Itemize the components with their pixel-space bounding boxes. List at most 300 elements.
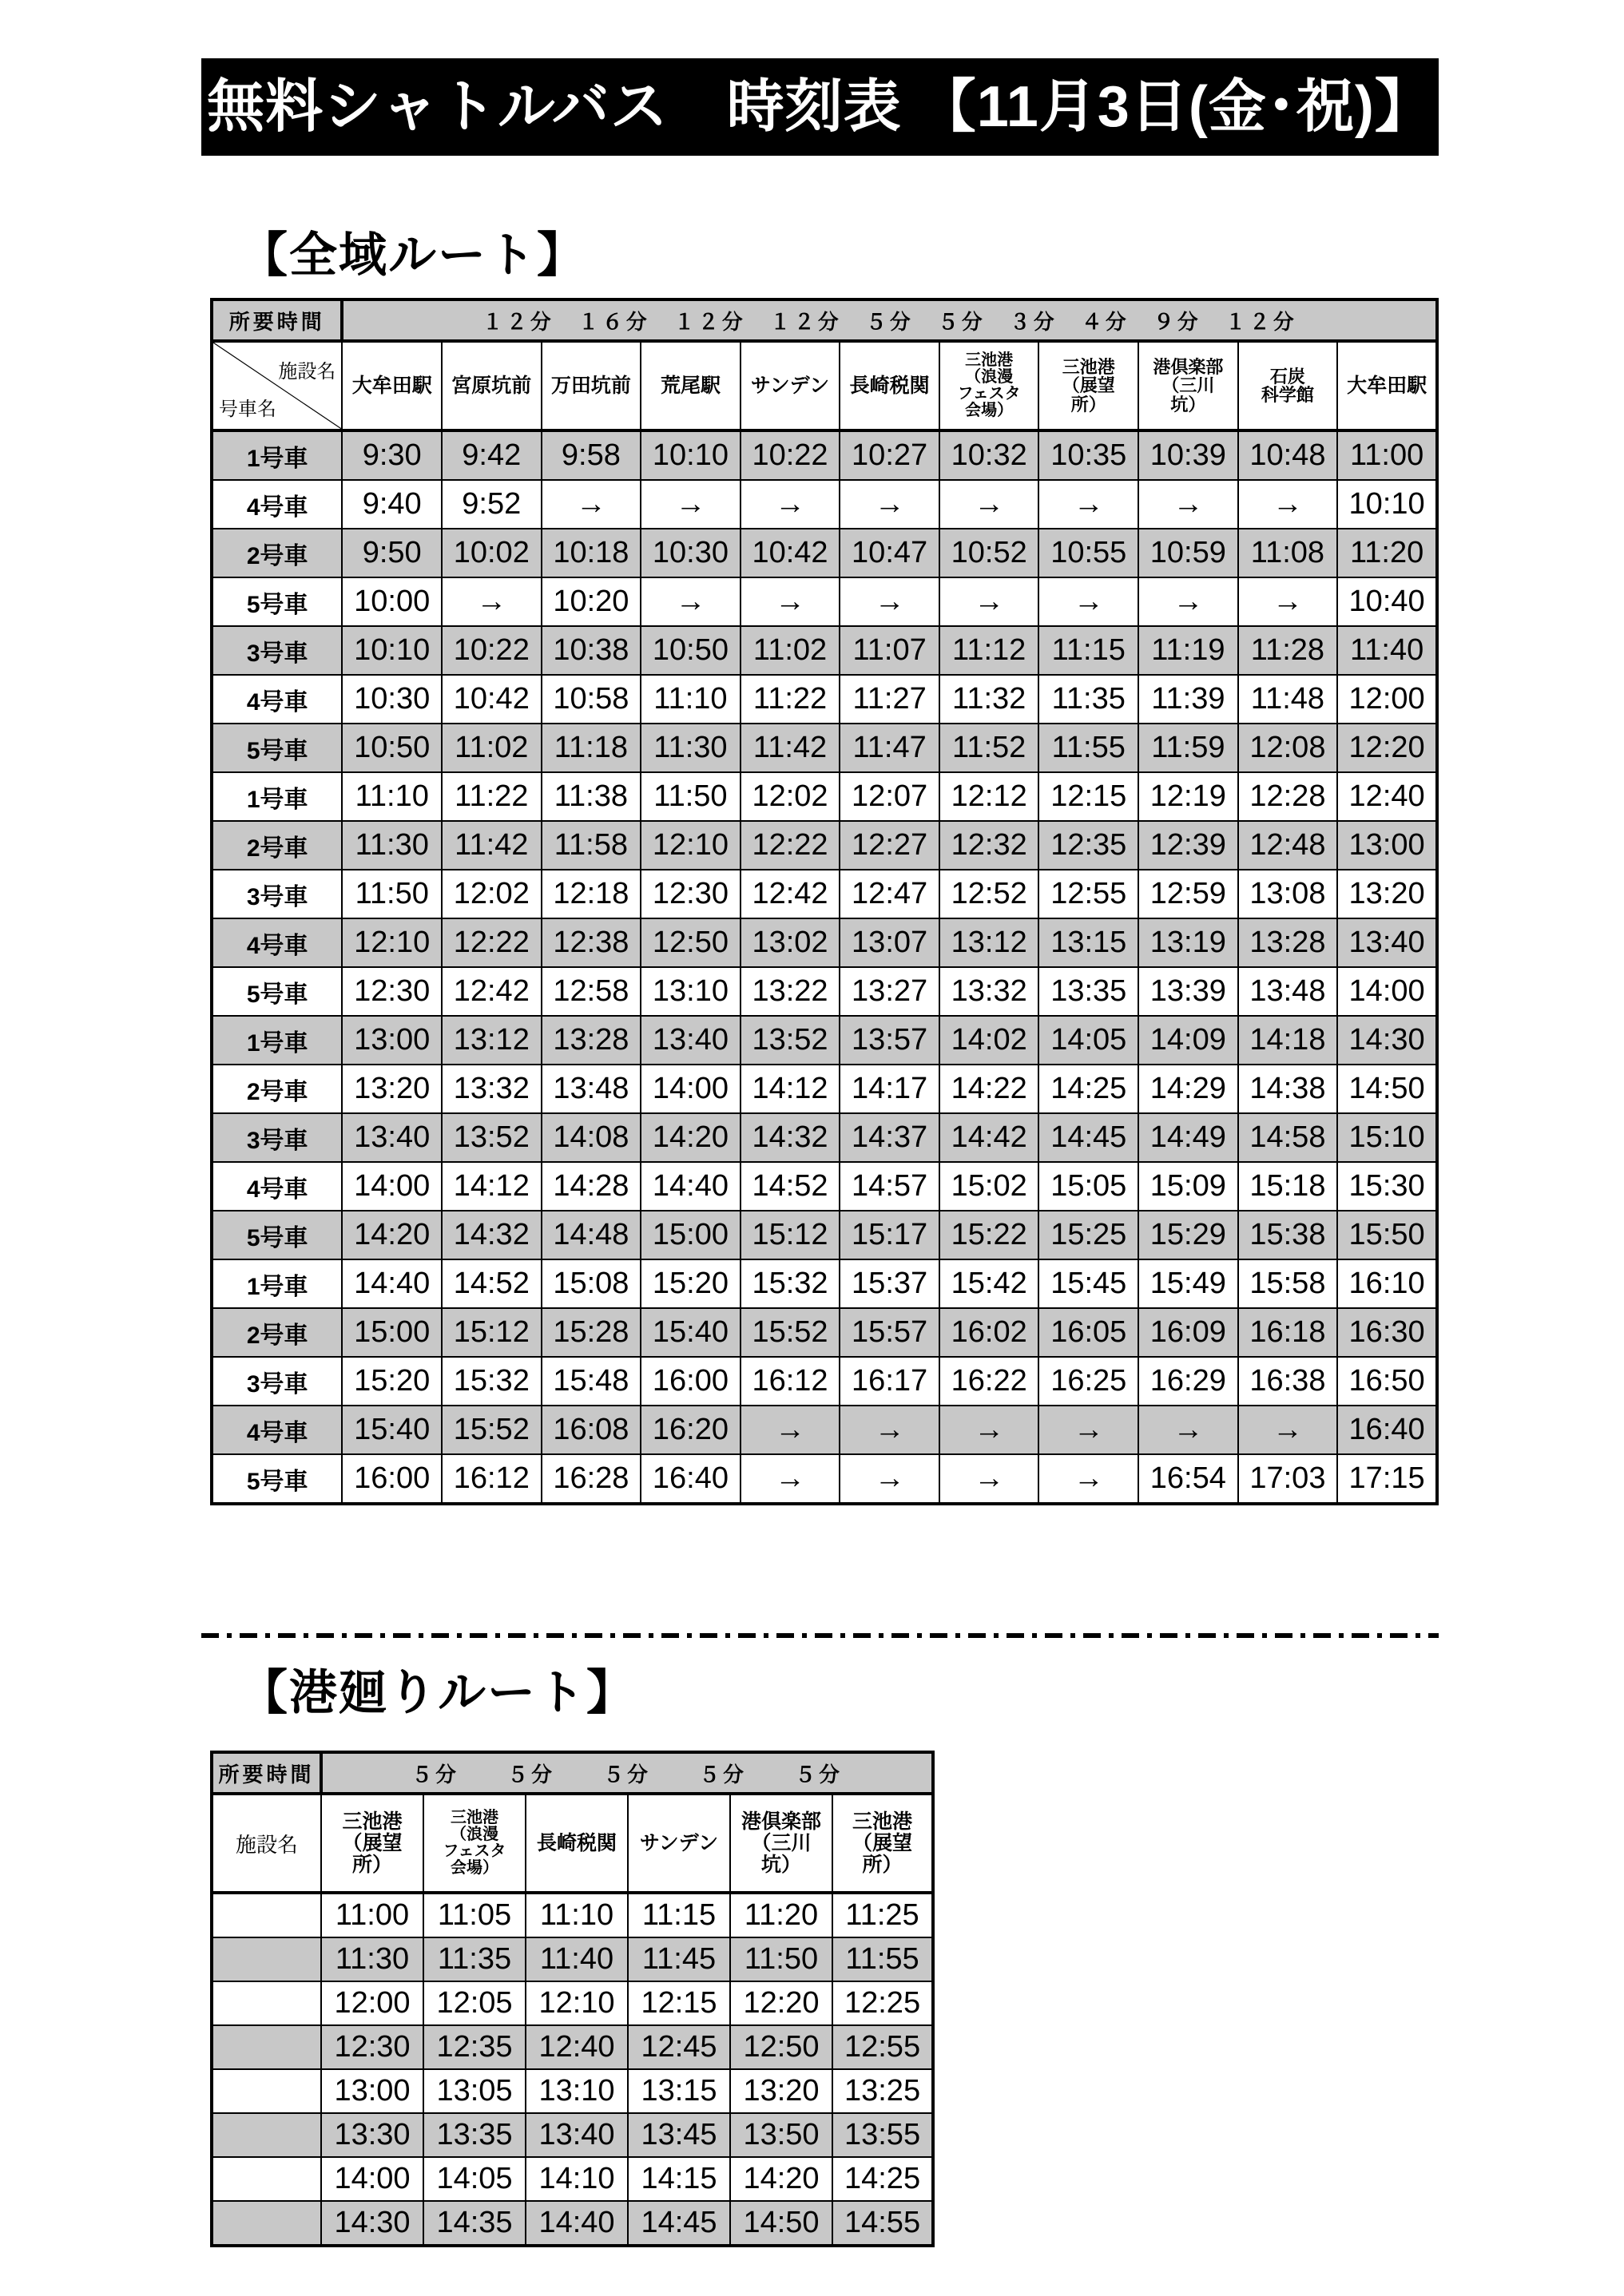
duration-values: １２分 １６分 １２分 １２分 ５分 ５分 ３分 ４分 ９分 １２分 <box>482 309 1297 334</box>
departure-time-cell: 12:00 <box>321 1981 423 2025</box>
departure-time-cell: 17:15 <box>1337 1454 1437 1504</box>
departure-time-cell: 13:35 <box>1038 967 1138 1016</box>
departure-time-cell: 11:52 <box>939 724 1039 772</box>
departure-time-cell: 16:17 <box>840 1357 939 1406</box>
bus-number-cell: 2号車 <box>212 1065 342 1113</box>
bus-number-cell: 4号車 <box>212 480 342 529</box>
departure-time-cell: 14:25 <box>1038 1065 1138 1113</box>
departure-time-cell: 15:02 <box>939 1162 1039 1211</box>
departure-time-cell: 13:05 <box>423 2069 526 2113</box>
departure-time-cell: 14:45 <box>628 2201 730 2246</box>
departure-time-cell: 16:08 <box>542 1406 641 1454</box>
timetable-minato-body <box>212 1893 933 2246</box>
departure-time-cell: 11:07 <box>840 626 939 675</box>
departure-time-cell: 14:22 <box>939 1065 1039 1113</box>
bus-number-cell: 1号車 <box>212 772 342 821</box>
departure-time-cell: 15:52 <box>442 1406 542 1454</box>
departure-time-cell: 12:50 <box>730 2025 832 2069</box>
departure-time-cell: 10:42 <box>741 529 840 577</box>
departure-time-cell: 11:00 <box>321 1893 423 1937</box>
departure-time-cell: 9:30 <box>342 430 442 480</box>
departure-time-cell: 10:48 <box>1238 430 1338 480</box>
departure-time-cell: 15:09 <box>1138 1162 1238 1211</box>
departure-time-cell: 14:20 <box>342 1211 442 1259</box>
bus-number-cell: 3号車 <box>212 626 342 675</box>
duration-values: ５分 ５分 ５分 ５分 ５分 <box>411 1762 844 1786</box>
table-row <box>212 675 1437 724</box>
departure-time-cell: 14:20 <box>730 2157 832 2201</box>
departure-time-cell: 13:30 <box>321 2113 423 2157</box>
departure-time-cell: 11:30 <box>342 821 442 870</box>
table-row <box>212 1357 1437 1406</box>
skip-arrow-icon: → <box>840 577 939 626</box>
skip-arrow-icon: → <box>1238 577 1338 626</box>
departure-time-cell: 11:02 <box>442 724 542 772</box>
departure-time-cell: 14:35 <box>423 2201 526 2246</box>
station-header: 石炭 科学館 <box>1238 341 1338 430</box>
departure-time-cell: 13:08 <box>1238 870 1338 918</box>
page-title: 無料シャトルバス 時刻表 【11月3日(金･祝)】 <box>207 75 1433 139</box>
duration-values-cell <box>321 1752 933 1794</box>
departure-time-cell: 11:32 <box>939 675 1039 724</box>
departure-time-cell: 10:42 <box>442 675 542 724</box>
station-header-row <box>212 341 1437 430</box>
departure-time-cell: 11:15 <box>628 1893 730 1937</box>
departure-time-cell: 14:15 <box>628 2157 730 2201</box>
departure-time-cell: 11:30 <box>321 1937 423 1981</box>
departure-time-cell: 13:07 <box>840 918 939 967</box>
departure-time-cell: 12:55 <box>832 2025 933 2069</box>
departure-time-cell: 12:18 <box>542 870 641 918</box>
departure-time-cell: 11:28 <box>1238 626 1338 675</box>
departure-time-cell: 13:15 <box>628 2069 730 2113</box>
departure-time-cell: 11:42 <box>741 724 840 772</box>
departure-time-cell: 12:39 <box>1138 821 1238 870</box>
departure-time-cell: 12:10 <box>342 918 442 967</box>
departure-time-cell: 14:40 <box>526 2201 628 2246</box>
departure-time-cell: 13:19 <box>1138 918 1238 967</box>
departure-time-cell: 15:10 <box>1337 1113 1437 1162</box>
departure-time-cell: 12:22 <box>741 821 840 870</box>
departure-time-cell: 13:35 <box>423 2113 526 2157</box>
station-header: 三池港 （展望 所） <box>321 1794 423 1893</box>
bus-number-cell: 5号車 <box>212 967 342 1016</box>
departure-time-cell: 16:09 <box>1138 1308 1238 1357</box>
departure-time-cell: 13:02 <box>741 918 840 967</box>
departure-time-cell: 14:09 <box>1138 1016 1238 1065</box>
departure-time-cell: 11:40 <box>1337 626 1437 675</box>
section-divider <box>201 1633 1439 1638</box>
departure-time-cell: 11:18 <box>542 724 641 772</box>
departure-time-cell: 12:40 <box>1337 772 1437 821</box>
departure-time-cell: 13:00 <box>321 2069 423 2113</box>
departure-time-cell: 14:30 <box>1337 1016 1437 1065</box>
departure-time-cell: 14:08 <box>542 1113 641 1162</box>
departure-time-cell: 15:57 <box>840 1308 939 1357</box>
table-row <box>212 1406 1437 1454</box>
corner-label-facility: 施設名 <box>278 361 336 383</box>
skip-arrow-icon: → <box>1138 1406 1238 1454</box>
table-row <box>212 1308 1437 1357</box>
timetable-minato-head <box>212 1752 933 1893</box>
departure-time-cell: 16:00 <box>641 1357 741 1406</box>
departure-time-cell: 14:52 <box>741 1162 840 1211</box>
departure-time-cell: 13:27 <box>840 967 939 1016</box>
departure-time-cell: 10:50 <box>641 626 741 675</box>
skip-arrow-icon: → <box>939 1454 1039 1504</box>
departure-time-cell: 10:55 <box>1038 529 1138 577</box>
table-row <box>212 772 1437 821</box>
bus-number-cell: 5号車 <box>212 724 342 772</box>
departure-time-cell: 15:20 <box>342 1357 442 1406</box>
departure-time-cell: 15:37 <box>840 1259 939 1308</box>
departure-time-cell: 14:58 <box>1238 1113 1338 1162</box>
skip-arrow-icon: → <box>840 1406 939 1454</box>
skip-arrow-icon: → <box>542 480 641 529</box>
bus-number-cell: 4号車 <box>212 918 342 967</box>
departure-time-cell: 11:08 <box>1238 529 1338 577</box>
table-row <box>212 1893 933 1937</box>
bus-number-cell: 4号車 <box>212 1406 342 1454</box>
table-row <box>212 967 1437 1016</box>
departure-time-cell: 13:40 <box>526 2113 628 2157</box>
departure-time-cell: 14:52 <box>442 1259 542 1308</box>
table-row <box>212 918 1437 967</box>
departure-time-cell: 14:40 <box>641 1162 741 1211</box>
departure-time-cell: 14:37 <box>840 1113 939 1162</box>
departure-time-cell: 13:10 <box>526 2069 628 2113</box>
departure-time-cell: 13:20 <box>730 2069 832 2113</box>
bus-number-cell: 2号車 <box>212 529 342 577</box>
table-row <box>212 1113 1437 1162</box>
departure-time-cell: 12:42 <box>442 967 542 1016</box>
departure-time-cell: 12:30 <box>641 870 741 918</box>
departure-time-cell: 12:30 <box>321 2025 423 2069</box>
departure-time-cell: 14:30 <box>321 2201 423 2246</box>
departure-time-cell: 13:40 <box>1337 918 1437 967</box>
departure-time-cell: 11:40 <box>526 1937 628 1981</box>
departure-time-cell: 14:25 <box>832 2157 933 2201</box>
departure-time-cell: 12:15 <box>628 1981 730 2025</box>
departure-time-cell: 15:08 <box>542 1259 641 1308</box>
departure-time-cell: 14:20 <box>641 1113 741 1162</box>
departure-time-cell: 10:38 <box>542 626 641 675</box>
corner-label-bus: 号車名 <box>219 399 276 420</box>
departure-time-cell: 11:42 <box>442 821 542 870</box>
departure-time-cell: 10:32 <box>939 430 1039 480</box>
bus-number-cell: 3号車 <box>212 1357 342 1406</box>
skip-arrow-icon: → <box>1038 480 1138 529</box>
skip-arrow-icon: → <box>1038 577 1138 626</box>
timetable-zeniki-head <box>212 299 1437 430</box>
departure-time-cell: 11:48 <box>1238 675 1338 724</box>
station-header: 大牟田駅 <box>1337 341 1437 430</box>
bus-number-cell: 3号車 <box>212 1113 342 1162</box>
departure-time-cell: 13:00 <box>342 1016 442 1065</box>
departure-time-cell: 11:20 <box>1337 529 1437 577</box>
skip-arrow-icon: → <box>741 480 840 529</box>
departure-time-cell: 13:32 <box>939 967 1039 1016</box>
bus-number-cell: 5号車 <box>212 1454 342 1504</box>
departure-time-cell: 11:25 <box>832 1893 933 1937</box>
departure-time-cell: 12:07 <box>840 772 939 821</box>
departure-time-cell: 13:40 <box>641 1016 741 1065</box>
station-header-row <box>212 1794 933 1893</box>
departure-time-cell: 14:00 <box>641 1065 741 1113</box>
departure-time-cell: 14:28 <box>542 1162 641 1211</box>
departure-time-cell: 12:22 <box>442 918 542 967</box>
departure-time-cell: 13:28 <box>1238 918 1338 967</box>
departure-time-cell: 16:40 <box>641 1454 741 1504</box>
departure-time-cell: 15:32 <box>741 1259 840 1308</box>
table-row <box>212 1065 1437 1113</box>
departure-time-cell: 15:17 <box>840 1211 939 1259</box>
duration-label: 所要時間 <box>212 1752 321 1794</box>
station-header: サンデン <box>741 341 840 430</box>
departure-time-cell: 15:22 <box>939 1211 1039 1259</box>
skip-arrow-icon: → <box>1238 1406 1338 1454</box>
departure-time-cell: 16:00 <box>342 1454 442 1504</box>
departure-time-cell: 16:05 <box>1038 1308 1138 1357</box>
departure-time-cell: 14:00 <box>342 1162 442 1211</box>
departure-time-cell: 11:19 <box>1138 626 1238 675</box>
departure-time-cell: 10:39 <box>1138 430 1238 480</box>
station-header: 港倶楽部 （三川 坑） <box>1138 341 1238 430</box>
departure-time-cell: 11:55 <box>832 1937 933 1981</box>
departure-time-cell: 16:22 <box>939 1357 1039 1406</box>
departure-time-cell: 12:35 <box>1038 821 1138 870</box>
departure-time-cell: 12:32 <box>939 821 1039 870</box>
departure-time-cell: 15:12 <box>741 1211 840 1259</box>
departure-time-cell: 13:39 <box>1138 967 1238 1016</box>
departure-time-cell: 15:52 <box>741 1308 840 1357</box>
row-label-cell <box>212 1981 321 2025</box>
departure-time-cell: 15:50 <box>1337 1211 1437 1259</box>
bus-number-cell: 2号車 <box>212 821 342 870</box>
departure-time-cell: 11:10 <box>526 1893 628 1937</box>
departure-time-cell: 10:40 <box>1337 577 1437 626</box>
departure-time-cell: 12:15 <box>1038 772 1138 821</box>
departure-time-cell: 9:40 <box>342 480 442 529</box>
table-row <box>212 1937 933 1981</box>
bus-number-cell: 2号車 <box>212 1308 342 1357</box>
departure-time-cell: 11:50 <box>730 1937 832 1981</box>
departure-time-cell: 13:45 <box>628 2113 730 2157</box>
departure-time-cell: 11:35 <box>423 1937 526 1981</box>
departure-time-cell: 14:32 <box>741 1113 840 1162</box>
departure-time-cell: 11:55 <box>1038 724 1138 772</box>
departure-time-cell: 12:19 <box>1138 772 1238 821</box>
departure-time-cell: 11:30 <box>641 724 741 772</box>
table-row <box>212 2201 933 2246</box>
departure-time-cell: 11:59 <box>1138 724 1238 772</box>
departure-time-cell: 11:12 <box>939 626 1039 675</box>
departure-time-cell: 12:12 <box>939 772 1039 821</box>
departure-time-cell: 14:49 <box>1138 1113 1238 1162</box>
timetable-zeniki-route <box>210 298 1439 1505</box>
departure-time-cell: 10:22 <box>442 626 542 675</box>
departure-time-cell: 12:45 <box>628 2025 730 2069</box>
table-row <box>212 2113 933 2157</box>
departure-time-cell: 15:40 <box>342 1406 442 1454</box>
skip-arrow-icon: → <box>1138 577 1238 626</box>
skip-arrow-icon: → <box>641 577 741 626</box>
station-header: 三池港 （展望 所） <box>832 1794 933 1893</box>
table-row <box>212 1162 1437 1211</box>
skip-arrow-icon: → <box>840 480 939 529</box>
departure-time-cell: 10:47 <box>840 529 939 577</box>
table-row <box>212 529 1437 577</box>
departure-time-cell: 10:59 <box>1138 529 1238 577</box>
station-header: サンデン <box>628 1794 730 1893</box>
row-label-cell <box>212 2069 321 2113</box>
departure-time-cell: 12:27 <box>840 821 939 870</box>
table-row <box>212 2157 933 2201</box>
departure-time-cell: 12:10 <box>641 821 741 870</box>
departure-time-cell: 13:15 <box>1038 918 1138 967</box>
departure-time-cell: 11:35 <box>1038 675 1138 724</box>
row-label-cell <box>212 2201 321 2246</box>
departure-time-cell: 15:48 <box>542 1357 641 1406</box>
departure-time-cell: 15:25 <box>1038 1211 1138 1259</box>
departure-time-cell: 14:05 <box>1038 1016 1138 1065</box>
departure-time-cell: 14:12 <box>442 1162 542 1211</box>
departure-time-cell: 13:00 <box>1337 821 1437 870</box>
timetable-zeniki-body <box>212 430 1437 1504</box>
station-header: 三池港 （浪漫 フェスタ 会場） <box>939 341 1039 430</box>
departure-time-cell: 10:02 <box>442 529 542 577</box>
skip-arrow-icon: → <box>1038 1406 1138 1454</box>
corner-header-cell <box>212 341 342 430</box>
departure-time-cell: 15:29 <box>1138 1211 1238 1259</box>
table-row <box>212 577 1437 626</box>
departure-time-cell: 11:45 <box>628 1937 730 1981</box>
departure-time-cell: 13:48 <box>1238 967 1338 1016</box>
skip-arrow-icon: → <box>939 1406 1039 1454</box>
departure-time-cell: 13:12 <box>442 1016 542 1065</box>
skip-arrow-icon: → <box>442 577 542 626</box>
bus-number-cell: 1号車 <box>212 1016 342 1065</box>
departure-time-cell: 12:10 <box>526 1981 628 2025</box>
departure-time-cell: 11:20 <box>730 1893 832 1937</box>
departure-time-cell: 11:50 <box>641 772 741 821</box>
departure-time-cell: 15:58 <box>1238 1259 1338 1308</box>
departure-time-cell: 12:20 <box>1337 724 1437 772</box>
bus-number-cell: 3号車 <box>212 870 342 918</box>
departure-time-cell: 11:22 <box>741 675 840 724</box>
station-header: 万田坑前 <box>542 341 641 430</box>
skip-arrow-icon: → <box>939 577 1039 626</box>
departure-time-cell: 14:48 <box>542 1211 641 1259</box>
departure-time-cell: 12:58 <box>542 967 641 1016</box>
departure-time-cell: 11:47 <box>840 724 939 772</box>
departure-time-cell: 16:38 <box>1238 1357 1338 1406</box>
departure-time-cell: 14:42 <box>939 1113 1039 1162</box>
station-header: 三池港 （展望 所） <box>1038 341 1138 430</box>
station-header: 宮原坑前 <box>442 341 542 430</box>
departure-time-cell: 13:22 <box>741 967 840 1016</box>
departure-time-cell: 13:20 <box>1337 870 1437 918</box>
departure-time-cell: 13:32 <box>442 1065 542 1113</box>
departure-time-cell: 13:57 <box>840 1016 939 1065</box>
departure-time-cell: 10:35 <box>1038 430 1138 480</box>
station-header: 大牟田駅 <box>342 341 442 430</box>
departure-time-cell: 10:10 <box>1337 480 1437 529</box>
departure-time-cell: 15:00 <box>342 1308 442 1357</box>
departure-time-cell: 11:39 <box>1138 675 1238 724</box>
departure-time-cell: 11:58 <box>542 821 641 870</box>
departure-time-cell: 14:32 <box>442 1211 542 1259</box>
skip-arrow-icon: → <box>741 1406 840 1454</box>
departure-time-cell: 15:18 <box>1238 1162 1338 1211</box>
departure-time-cell: 13:10 <box>641 967 741 1016</box>
departure-time-cell: 11:10 <box>342 772 442 821</box>
departure-time-cell: 9:58 <box>542 430 641 480</box>
departure-time-cell: 14:57 <box>840 1162 939 1211</box>
skip-arrow-icon: → <box>939 480 1039 529</box>
bus-number-cell: 5号車 <box>212 1211 342 1259</box>
departure-time-cell: 12:48 <box>1238 821 1338 870</box>
departure-time-cell: 10:52 <box>939 529 1039 577</box>
row-label-cell <box>212 1893 321 1937</box>
departure-time-cell: 11:10 <box>641 675 741 724</box>
row-label-cell <box>212 2113 321 2157</box>
table-row <box>212 870 1437 918</box>
row-label-cell <box>212 2157 321 2201</box>
departure-time-cell: 12:59 <box>1138 870 1238 918</box>
skip-arrow-icon: → <box>741 1454 840 1504</box>
duration-row <box>212 1752 933 1794</box>
departure-time-cell: 10:18 <box>542 529 641 577</box>
departure-time-cell: 14:50 <box>1337 1065 1437 1113</box>
departure-time-cell: 15:42 <box>939 1259 1039 1308</box>
departure-time-cell: 14:00 <box>1337 967 1437 1016</box>
departure-time-cell: 16:12 <box>442 1454 542 1504</box>
departure-time-cell: 12:02 <box>442 870 542 918</box>
duration-values-cell <box>342 299 1437 341</box>
departure-time-cell: 13:50 <box>730 2113 832 2157</box>
skip-arrow-icon: → <box>641 480 741 529</box>
departure-time-cell: 14:18 <box>1238 1016 1338 1065</box>
departure-time-cell: 11:50 <box>342 870 442 918</box>
departure-time-cell: 15:30 <box>1337 1162 1437 1211</box>
skip-arrow-icon: → <box>1038 1454 1138 1504</box>
departure-time-cell: 14:10 <box>526 2157 628 2201</box>
departure-time-cell: 16:50 <box>1337 1357 1437 1406</box>
departure-time-cell: 17:03 <box>1238 1454 1338 1504</box>
departure-time-cell: 12:00 <box>1337 675 1437 724</box>
departure-time-cell: 16:12 <box>741 1357 840 1406</box>
bus-number-cell: 1号車 <box>212 1259 342 1308</box>
departure-time-cell: 14:17 <box>840 1065 939 1113</box>
departure-time-cell: 10:30 <box>641 529 741 577</box>
departure-time-cell: 14:02 <box>939 1016 1039 1065</box>
departure-time-cell: 15:49 <box>1138 1259 1238 1308</box>
departure-time-cell: 13:12 <box>939 918 1039 967</box>
skip-arrow-icon: → <box>741 577 840 626</box>
departure-time-cell: 12:52 <box>939 870 1039 918</box>
table-row <box>212 821 1437 870</box>
table-row <box>212 1454 1437 1504</box>
departure-time-cell: 10:00 <box>342 577 442 626</box>
departure-time-cell: 12:02 <box>741 772 840 821</box>
departure-time-cell: 14:55 <box>832 2201 933 2246</box>
departure-time-cell: 14:45 <box>1038 1113 1138 1162</box>
departure-time-cell: 16:28 <box>542 1454 641 1504</box>
departure-time-cell: 14:29 <box>1138 1065 1238 1113</box>
departure-time-cell: 14:40 <box>342 1259 442 1308</box>
station-header: 荒尾駅 <box>641 341 741 430</box>
